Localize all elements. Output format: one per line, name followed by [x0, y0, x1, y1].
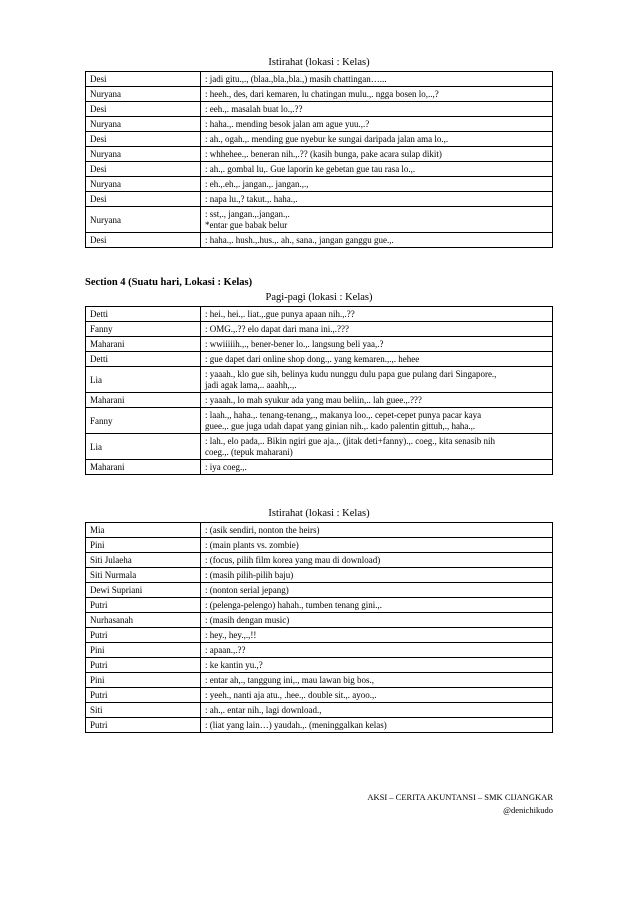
dialogue-cell: : hei., hei.,. liat.,.gue punya apaan nih.,.?? [201, 307, 553, 322]
dialogue-cell: : yaaah., lo mah syukur ada yang mau beliin,.. lah guee.,.??? [201, 393, 553, 408]
speaker-cell: Detti [86, 352, 201, 367]
dialogue-row [86, 460, 553, 475]
dialogue-cell: : (focus, pilih film korea yang mau di download) [201, 553, 553, 568]
dialogue-row [86, 147, 553, 162]
section-heading: Section 4 (Suatu hari, Lokasi : Kelas) [85, 277, 253, 288]
dialogue-row [86, 87, 553, 102]
dialogue-cell: : ah.,. gombal lu,. Gue laporin ke gebetan gue tau rasa lo.,. [201, 162, 553, 177]
dialogue-cell: : haha.,. mending besok jalan am ague yuu.,.? [201, 117, 553, 132]
dialogue-row [86, 553, 553, 568]
speaker-cell: Nuryana [86, 87, 201, 102]
scene-title: Istirahat (lokasi : Kelas) [268, 57, 370, 68]
dialogue-row [86, 117, 553, 132]
speaker-cell: Maharani [86, 393, 201, 408]
dialogue-row [86, 718, 553, 733]
dialogue-cell: : (nonton serial jepang) [201, 583, 553, 598]
speaker-cell: Pini [86, 673, 201, 688]
dialogue-cell: : whhehee.,. beneran nih.,.?? (kasih bunga, pake acara sulap dikit) [201, 147, 553, 162]
footer-title: AKSI – CERITA AKUNTANSI – SMK CIJANGKAR [367, 792, 553, 802]
speaker-cell: Desi [86, 102, 201, 117]
dialogue-row [86, 628, 553, 643]
dialogue-cell: : heeh., des, dari kemaren, lu chatingan mulu.,. ngga bosen lo,..,? [201, 87, 553, 102]
speaker-cell: Nuryana [86, 207, 201, 233]
speaker-cell: Pini [86, 538, 201, 553]
dialogue-row [86, 613, 553, 628]
dialogue-row [86, 523, 553, 538]
dialogue-row [86, 132, 553, 147]
scene-title: Istirahat (lokasi : Kelas) [268, 508, 370, 519]
dialogue-cell: : (main plants vs. zombie) [201, 538, 553, 553]
dialogue-row [86, 192, 553, 207]
speaker-cell: Maharani [86, 337, 201, 352]
speaker-cell: Nuryana [86, 117, 201, 132]
dialogue-cell: : ke kantin yu.,? [201, 658, 553, 673]
dialogue-cell: : eeh.,. masalah buat lo.,.?? [201, 102, 553, 117]
speaker-cell: Putri [86, 658, 201, 673]
dialogue-row [86, 408, 553, 434]
dialogue-cell: : sst,., jangan.,.jangan.,. *entar gue babak belur [201, 207, 553, 233]
dialogue-cell: : jadi gitu.,., (blaa.,bla.,bla.,) masih chattingan…... [201, 72, 553, 87]
dialogue-row [86, 598, 553, 613]
dialogue-table [85, 71, 553, 248]
dialogue-cell: : OMG.,.?? elo dapat dari mana ini.,.??? [201, 322, 553, 337]
dialogue-table [85, 306, 553, 475]
speaker-cell: Lia [86, 434, 201, 460]
speaker-cell: Desi [86, 162, 201, 177]
dialogue-cell: : eh.,.eh.,. jangan.,. jangan.,., [201, 177, 553, 192]
dialogue-cell: : apaan.,.?? [201, 643, 553, 658]
dialogue-row [86, 434, 553, 460]
speaker-cell: Pini [86, 643, 201, 658]
dialogue-cell: : ah.,. entar nih., lagi download., [201, 703, 553, 718]
speaker-cell: Detti [86, 307, 201, 322]
dialogue-cell: : hey., hey.,.,!! [201, 628, 553, 643]
speaker-cell: Putri [86, 628, 201, 643]
dialogue-row [86, 307, 553, 322]
speaker-cell: Putri [86, 718, 201, 733]
speaker-cell: Nuryana [86, 177, 201, 192]
speaker-cell: Siti [86, 703, 201, 718]
speaker-cell: Dewi Supriani [86, 583, 201, 598]
dialogue-row [86, 233, 553, 248]
dialogue-row [86, 583, 553, 598]
document-page [85, 54, 553, 733]
dialogue-cell: : laah.,, haha.,. tenang-tenang,., makanya loo.,. cepet-cepet punya pacar kaya guee.,. gue juga udah dapat yang ginian nih.,. kado palentin gittuh,., haha.,. [201, 408, 553, 434]
speaker-cell: Nuryana [86, 147, 201, 162]
dialogue-row [86, 568, 553, 583]
speaker-cell: Mia [86, 523, 201, 538]
dialogue-cell: : yaaah., klo gue sih, belinya kudu nunggu dulu papa gue pulang dari Singapore., jadi agak lama,.. aaahh,.,. [201, 367, 553, 393]
speaker-cell: Lia [86, 367, 201, 393]
dialogue-row [86, 162, 553, 177]
dialogue-row [86, 207, 553, 233]
dialogue-row [86, 643, 553, 658]
dialogue-cell: : haha.,. hush.,.hus.,. ah., sana., jangan ganggu gue.,. [201, 233, 553, 248]
speaker-cell: Desi [86, 132, 201, 147]
speaker-cell: Putri [86, 688, 201, 703]
dialogue-cell: : yeeh., nanti aja atu., .hee.,. double sit.,. ayoo.,. [201, 688, 553, 703]
dialogue-cell: : (liat yang lain…) yaudah.,. (meninggalkan kelas) [201, 718, 553, 733]
dialogue-row [86, 658, 553, 673]
speaker-cell: Fanny [86, 408, 201, 434]
dialogue-table [85, 522, 553, 733]
dialogue-row [86, 72, 553, 87]
dialogue-row [86, 688, 553, 703]
dialogue-row [86, 673, 553, 688]
dialogue-cell: : (masih pilih-pilih baju) [201, 568, 553, 583]
dialogue-row [86, 393, 553, 408]
speaker-cell: Fanny [86, 322, 201, 337]
dialogue-cell: : napa lu.,? takut.,. haha.,. [201, 192, 553, 207]
dialogue-row [86, 538, 553, 553]
speaker-cell: Siti Julaeha [86, 553, 201, 568]
dialogue-row [86, 322, 553, 337]
dialogue-row [86, 367, 553, 393]
dialogue-row [86, 177, 553, 192]
dialogue-cell: : lah., elo pada,.. Bikin ngiri gue aja.,. (jitak deti+fanny).,. coeg., kita senasib nih coeg.,. (tepuk maharani) [201, 434, 553, 460]
dialogue-cell: : wwiiiiih.,., bener-bener lo.,. langsung beli yaa,.? [201, 337, 553, 352]
dialogue-cell: : iya coeg.,. [201, 460, 553, 475]
dialogue-cell: : (pelenga-pelengo) hahah., tumben tenang gini.,. [201, 598, 553, 613]
speaker-cell: Desi [86, 192, 201, 207]
dialogue-row [86, 337, 553, 352]
speaker-cell: Desi [86, 233, 201, 248]
footer-author: @denichikudo [503, 805, 553, 815]
speaker-cell: Maharani [86, 460, 201, 475]
dialogue-row [86, 703, 553, 718]
scene-title: Pagi-pagi (lokasi : Kelas) [265, 292, 373, 303]
block-spacer [85, 475, 553, 505]
speaker-cell: Desi [86, 72, 201, 87]
speaker-cell: Nurhasanah [86, 613, 201, 628]
dialogue-cell: : ah., ogah.,. mending gue nyebur ke sungai daripada jalan ama lo.,. [201, 132, 553, 147]
dialogue-row [86, 102, 553, 117]
dialogue-cell: : entar ah,., tanggung ini,., mau lawan big bos., [201, 673, 553, 688]
dialogue-row [86, 352, 553, 367]
dialogue-cell: : (asik sendiri, nonton the heirs) [201, 523, 553, 538]
dialogue-cell: : (masih dengan music) [201, 613, 553, 628]
page-footer [367, 791, 553, 817]
speaker-cell: Putri [86, 598, 201, 613]
speaker-cell: Siti Nurmala [86, 568, 201, 583]
dialogue-cell: : gue dapet dari online shop dong.,. yang kemaren.,.,. hehee [201, 352, 553, 367]
